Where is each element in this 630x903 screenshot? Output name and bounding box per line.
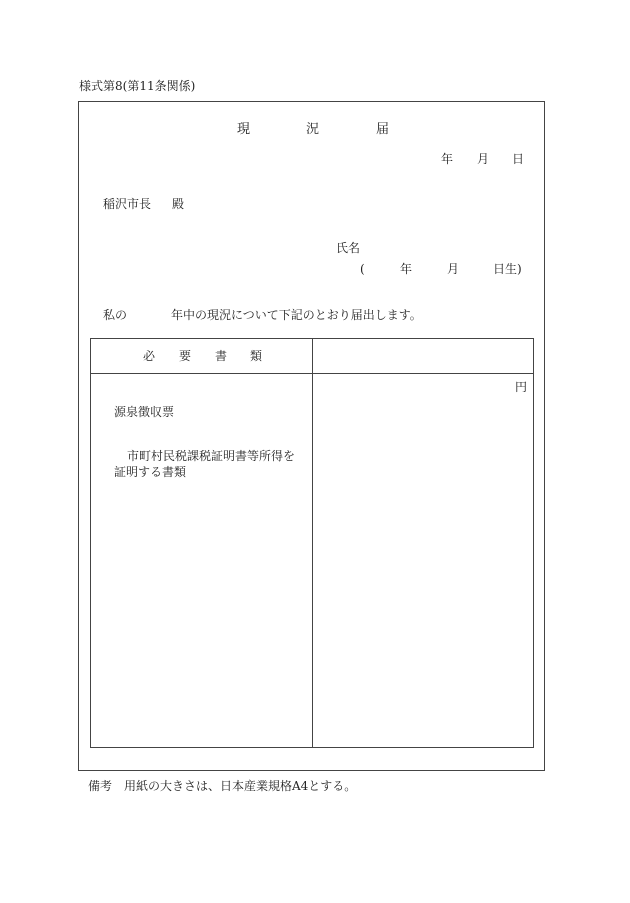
document-item-tax-certificate-line2: 証明する書類 [114,465,187,479]
statement-subject: 私の [103,308,128,322]
table-header-char-2: 要 [179,349,192,363]
document-item-tax-certificate-line1: 市町村民税課税証明書等所得を [127,449,296,463]
table-header-char-3: 書 [215,349,228,363]
date-day-label: 日 [512,152,525,166]
title-char-3: 届 [376,122,390,137]
birth-month-label: 月 [447,262,460,276]
date-month-label: 月 [477,152,490,166]
date-year-label: 年 [441,152,454,166]
documents-table [90,338,534,748]
statement-body: 年中の現況について下記のとおり届出します。 [171,308,422,322]
table-header-char-1: 必 [143,349,156,363]
form-number: 様式第8(第11条関係) [79,79,196,93]
birth-open-paren: ( [360,262,365,276]
birth-year-label: 年 [400,262,413,276]
birth-day-label: 日生) [493,262,522,276]
addressee-honorific: 殿 [172,197,185,211]
amount-unit: 円 [515,380,528,394]
name-label: 氏名 [336,241,361,255]
document-item-withholding-slip: 源泉徴収票 [114,405,175,419]
table-column-divider [312,339,313,747]
remarks-note: 用紙の大きさは、日本産業規格A4とする。 [124,779,357,793]
table-header-char-4: 類 [250,349,263,363]
title-char-1: 現 [237,122,251,137]
remarks-label: 備考 [88,779,113,793]
addressee-city: 稲沢市長 [103,197,152,211]
title-char-2: 況 [306,122,320,137]
